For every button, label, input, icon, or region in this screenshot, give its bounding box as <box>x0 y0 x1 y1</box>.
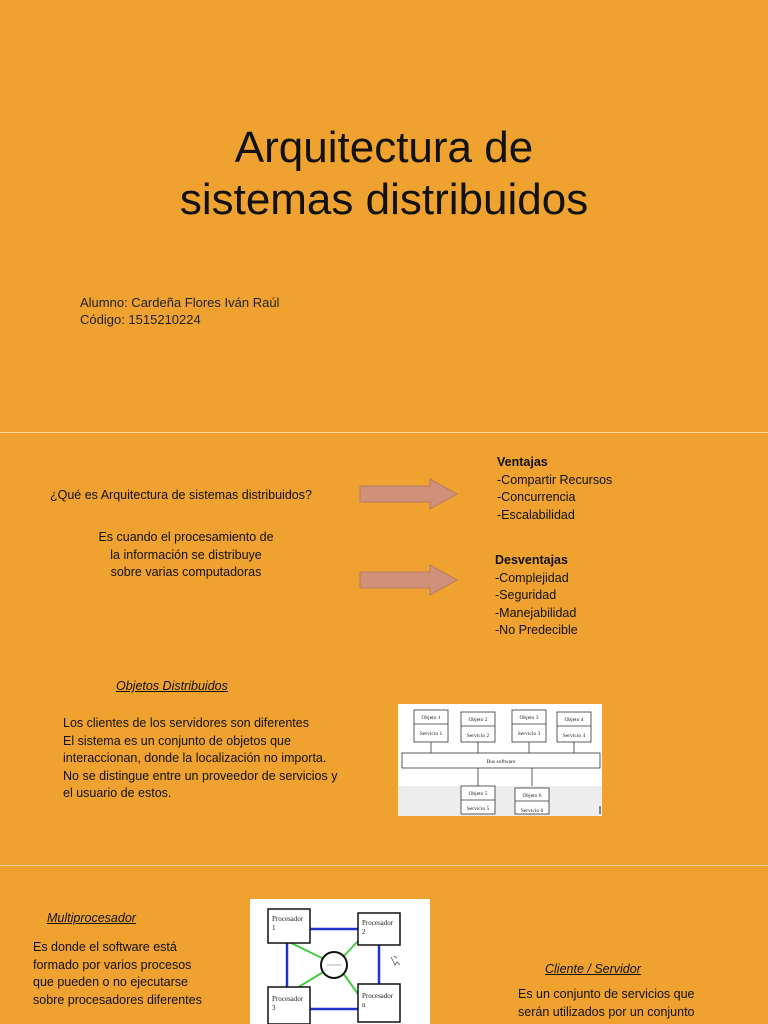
processor-label: 2 <box>362 928 366 936</box>
cliente-servidor-heading: Cliente / Servidor <box>545 962 641 976</box>
diagram-label: Objeto 4 <box>564 717 584 723</box>
desc-line: interaccionan, donde la localización no importa. <box>63 751 327 765</box>
list-item: -Manejabilidad <box>495 605 577 620</box>
multiprocesador-description <box>33 939 223 1009</box>
diagram-label: Objeto 5 <box>468 791 488 797</box>
student-info <box>80 294 279 328</box>
cliente-servidor-description <box>518 986 695 1021</box>
diagram-label: Servicio 4 <box>562 733 586 739</box>
desc-line: sobre procesadores diferentes <box>33 992 202 1007</box>
processor-label: Procesador <box>272 915 304 923</box>
objetos-description <box>63 715 363 803</box>
diagram-label: Servicio 1 <box>419 731 443 737</box>
desc-line: que pueden o no ejecutarse <box>33 975 188 989</box>
student-code: Código: 1515210224 <box>80 312 201 327</box>
desc-line: El sistema es un conjunto de objetos que <box>63 733 291 748</box>
diagram-label: Objeto 1 <box>421 715 441 721</box>
desc-line: Es un conjunto de servicios que <box>518 987 695 1001</box>
diagram-label: Objeto 3 <box>519 715 539 721</box>
answer-text: Es cuando el procesamiento de la información se distribuye sobre varias computadoras <box>98 530 274 579</box>
multiprocessor-diagram <box>250 899 430 1024</box>
processor-label: Procesador <box>272 995 304 1003</box>
diagram-label: Servicio 5 <box>466 806 490 812</box>
question-text: ¿Qué es Arquitectura de sistemas distribuidos? <box>50 488 312 502</box>
list-item: -Compartir Recursos <box>497 472 613 487</box>
multiprocesador-heading: Multiprocesador <box>47 911 136 925</box>
desventajas-heading: Desventajas <box>495 553 568 567</box>
ventajas-list <box>497 454 612 524</box>
content-slide-3 <box>0 866 768 1024</box>
processor-label: n <box>362 1001 366 1009</box>
diagram-label: Objeto 2 <box>468 717 488 723</box>
objetos-heading: Objetos Distribuidos <box>116 679 228 693</box>
bus-software-diagram <box>398 704 602 816</box>
slide-title <box>0 122 768 226</box>
diagram-label: Servicio 6 <box>520 808 544 814</box>
student-name: Alumno: Cardeña Flores Iván Raúl <box>80 295 280 310</box>
desc-line: Los clientes de los servidores son diferentes <box>63 716 309 730</box>
title-line-2: sistemas distribuidos <box>179 175 589 224</box>
bus-label: Bus software <box>486 759 516 765</box>
desventajas-list <box>495 552 578 640</box>
desc-line: serán utilizados por un conjunto <box>518 1004 695 1019</box>
processor-label: 3 <box>272 1004 276 1012</box>
title-slide <box>0 0 768 432</box>
list-item: -Complejidad <box>495 570 569 585</box>
desc-line: formado por varios procesos <box>33 957 192 972</box>
list-item: -Escalabilidad <box>497 507 575 522</box>
desc-line: el usuario de estos. <box>63 786 172 800</box>
diagram-label: Servicio 2 <box>466 733 490 739</box>
processor-label: Procesador <box>362 992 394 1000</box>
list-item: -Seguridad <box>495 588 557 602</box>
diagram-label: Objeto 6 <box>522 793 542 799</box>
list-item: -Concurrencia <box>497 490 576 504</box>
processor-label: 1 <box>272 924 276 932</box>
content-slide-2 <box>0 433 768 865</box>
arrow-right-icon <box>358 477 460 511</box>
desc-line: No se distingue entre un proveedor de servicios y <box>63 768 338 783</box>
diagram-label: Servicio 3 <box>517 731 541 737</box>
list-item: -No Predecible <box>495 623 578 637</box>
processor-label: Procesador <box>362 919 394 927</box>
title-line-1: Arquitectura de <box>234 123 534 172</box>
arrow-right-icon <box>358 563 460 597</box>
ventajas-heading: Ventajas <box>497 455 548 469</box>
desc-line: Es donde el software está <box>33 940 177 954</box>
